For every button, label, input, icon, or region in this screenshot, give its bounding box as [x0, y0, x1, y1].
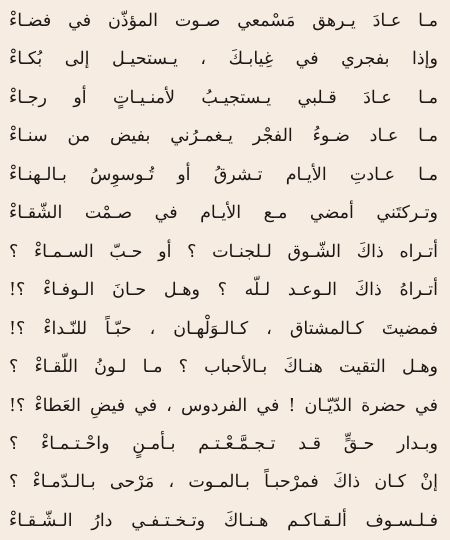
poem-line-1: مـا عـادَ يـرهق مَسْمعي صـوت المؤذّن في فضـاءْ — [9, 11, 438, 31]
poem-line-5: مـا عـادتِ الأيـام تـشرقُ أو تُـوسوِسُ بـالـهنـاءْ — [9, 164, 438, 185]
poem-line-7: أتـراه ذاكَ الشّـوق لـلجنـات ؟ أو حـبّ السـمـاءْ ؟ — [9, 241, 438, 262]
poem-line-4: مـا عـاد ضـوءُ الفجْر يـغمـرُني بفيض من سنـاءْ — [9, 126, 438, 147]
poem-line-9: فمضيتَ كـالمشتاق ، كـالـوَلْهـان ، حبّـاً للنّـداءْ ؟! — [9, 318, 438, 339]
poem-line-10: وهـل التقيت هنـاكَ بـالأحباب ؟ مـا لـونُ اللّقـاءْ ؟ — [9, 357, 438, 378]
poem-line-6: وتـركتَني أمضي مـع الأيـام في صـمْت الشّقـاءْ — [9, 203, 438, 224]
poem-line-12: وبـدار حـقٍّ قـد تـجـمَّـعْـتـم بـأمـنٍ واحْـتـمـاءْ ؟ — [9, 433, 438, 454]
poem-line-2: وإذا بفجري في غِيابـكَ ، يـستحيـل إلى بُكـاءْ — [9, 49, 438, 70]
poem-text — [9, 6, 438, 536]
poem-line-3: مـا عـادَ قـلبي يـستجيـبُ لأمنـيـاتٍ أو رجـاءْ — [9, 87, 438, 108]
poem-line-11: في حضرة الدّيّـان ! في الفردوس ، في فيضِ العَطاءْ ؟! — [9, 395, 438, 416]
poem-line-8: أتـراهُ ذاكَ الـوعـد لـلّه ؟ وهـل حـانَ الـوفـاءْ ؟! — [9, 280, 438, 301]
poem-line-13: إنْ كـان ذاكَ فمرْحبـاً بـالمـوت ، مَرْحى بـالـدّمـاءْ ؟ — [9, 472, 438, 493]
poem-line-14: فـلـسـوف ألـقـاكـم هـنـاكَ وتـخـتـفـي دارُ الـشّـقـاءْ — [9, 510, 438, 531]
